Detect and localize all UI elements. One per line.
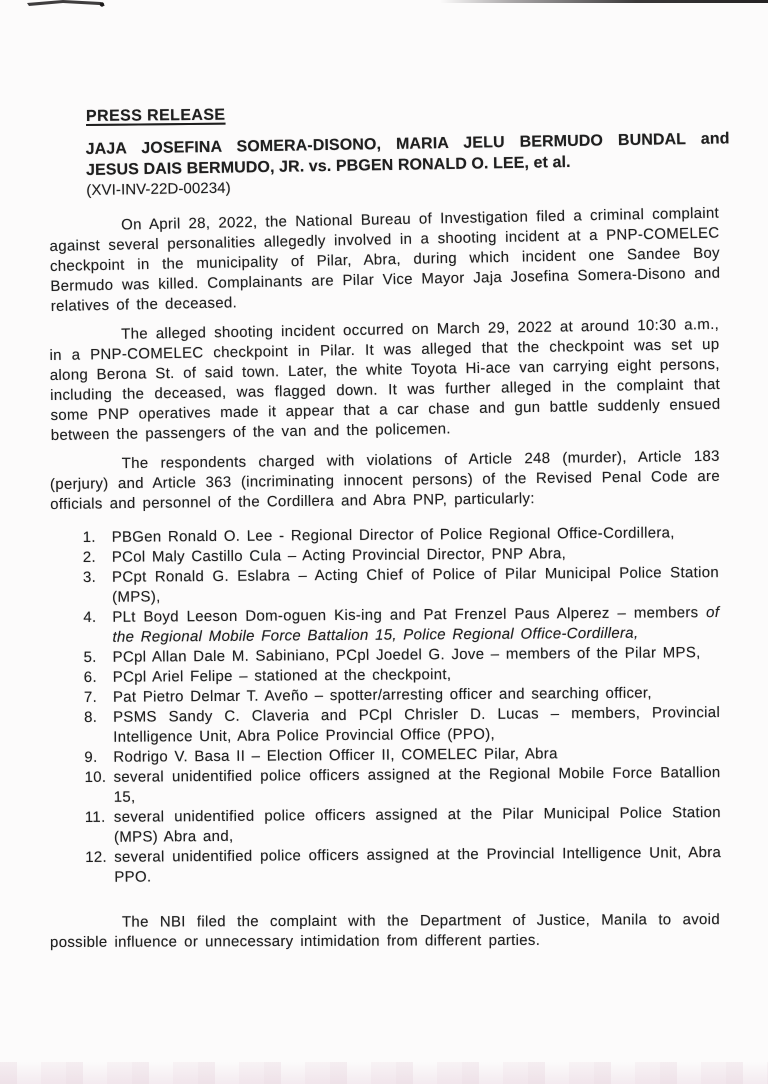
list-item-text: PCpt Ronald G. Eslabra – Acting Chief of Police of Pilar Municipal Police Station (MPS), — [111, 563, 720, 606]
list-item-text: several unidentified police officers assigned at the Regional Mobile Force Batallion 15, — [113, 763, 721, 806]
case-title-line1: JAJA JOSEFINA SOMERA-DISONO, MARIA JELU BERMUDO BUNDAL and — [85, 130, 730, 159]
list-item-number: 3. — [82, 568, 97, 586]
paragraph-complaint-filed: On April 28, 2022, the National Bureau of Investigation filed a criminal complaint against several personalities allegedly involved in a shooting incident at a PNP-COMELEC checkpoint in the municipality of Pilar, Abra, during which incident one Sandee Boy Bermudo was killed. Complainants are Pilar Vice Mayor Jaja Josefina Somera-Disono and relatives of the deceased. — [49, 204, 721, 315]
list-item-number: 6. — [83, 668, 97, 686]
list-item-number: 1. — [82, 528, 96, 546]
list-item-number: 2. — [82, 548, 97, 566]
list-item-text: PSMS Sandy C. Claveria and PCpl Chrisler D. Lucas – members, Provincial Intelligence Unit, Abra Police Provincial Office (PPO), — [113, 703, 721, 746]
list-item-text: PCpl Allan Dale M. Sabiniano, PCpl Joedel G. Jove – members of the Pilar MPS, — [112, 643, 701, 666]
paragraph-charges: The respondents charged with violations of Article 248 (murder), Article 183 (perjury) and Article 363 (incriminating innocent persons) of the Revised Penal Code are officials and personnel of the Cordillera and Abra PNP, particularly: — [49, 447, 721, 513]
scan-edge-artifact — [440, 0, 768, 3]
list-item-number: 5. — [83, 648, 97, 666]
list-item-number: 7. — [83, 688, 98, 706]
list-item-text: several unidentified police officers assigned at the Pilar Municipal Police Station (MPS) Abra and, — [113, 803, 721, 846]
paragraph-closing: The NBI filed the complaint with the Department of Justice, Manila to avoid possible influence or unnecessary intimidation from different parties. — [50, 910, 720, 951]
case-title-line2: JESUS DAIS BERMUDO, JR. vs. PBGEN RONALD O. LEE, et al. — [85, 153, 571, 179]
list-item — [85, 843, 721, 888]
list-item-number: 10. — [84, 768, 107, 786]
press-release-heading: PRESS RELEASE — [85, 106, 226, 125]
list-item — [83, 603, 719, 648]
list-item-text: PBGen Ronald O. Lee - Regional Director of Police Regional Office-Cordillera, — [111, 523, 675, 546]
list-item-number: 11. — [84, 808, 106, 826]
list-item-italic-text: of the Regional Mobile Force Battalion 15, Police Regional Office-Cordillera, — [112, 603, 720, 646]
list-item-number: 8. — [84, 708, 98, 726]
list-item-text: several unidentified police officers assigned at the Provincial Intelligence Unit, Abra PPO. — [114, 843, 722, 886]
list-item-text: Pat Pietro Delmar T. Aveño – spotter/arresting officer and searching officer, — [112, 684, 652, 706]
list-item-number: 4. — [83, 608, 97, 626]
list-item — [84, 763, 720, 808]
case-title — [85, 129, 730, 201]
list-item-number: 9. — [84, 748, 98, 766]
list-item-text: PCpl Ariel Felipe – stationed at the checkpoint, — [112, 665, 452, 686]
list-item — [83, 563, 719, 608]
case-number: (XVI-INV-22D-00234) — [86, 179, 231, 199]
respondent-list — [83, 523, 722, 888]
list-item-text: Rodrigo V. Basa II – Election Officer II, COMELEC Pilar, Abra — [113, 744, 558, 766]
list-item-number: 12. — [85, 848, 108, 866]
list-item-text: PLt Boyd Leeson Dom-oguen Kis-ing and Pat Frenzel Paus Alperez – members of the Regional Mobile Force Battalion 15, Police Regional Office-Cordillera, — [112, 603, 720, 646]
list-item — [85, 803, 721, 848]
paragraph-incident-details: The alleged shooting incident occurred on March 29, 2022 at around 10:30 a.m., in a PNP-COMELEC checkpoint in Pilar. It was alleged that the checkpoint was set up along Berona St. of said town. Later, the white Toyota Hi-ace van carrying eight persons, including the deceased, was flagged down. It was further alleged in the complaint that some PNP operatives made it appear that a car chase and gun battle suddenly ensued between the passengers of the van and the policemen. — [49, 315, 721, 444]
scan-corner-mark-icon — [27, 0, 109, 12]
list-item — [84, 703, 720, 748]
scan-bottom-noise-artifact — [0, 1062, 768, 1084]
list-item-text: PCol Maly Castillo Cula – Acting Provincial Director, PNP Abra, — [111, 544, 567, 566]
